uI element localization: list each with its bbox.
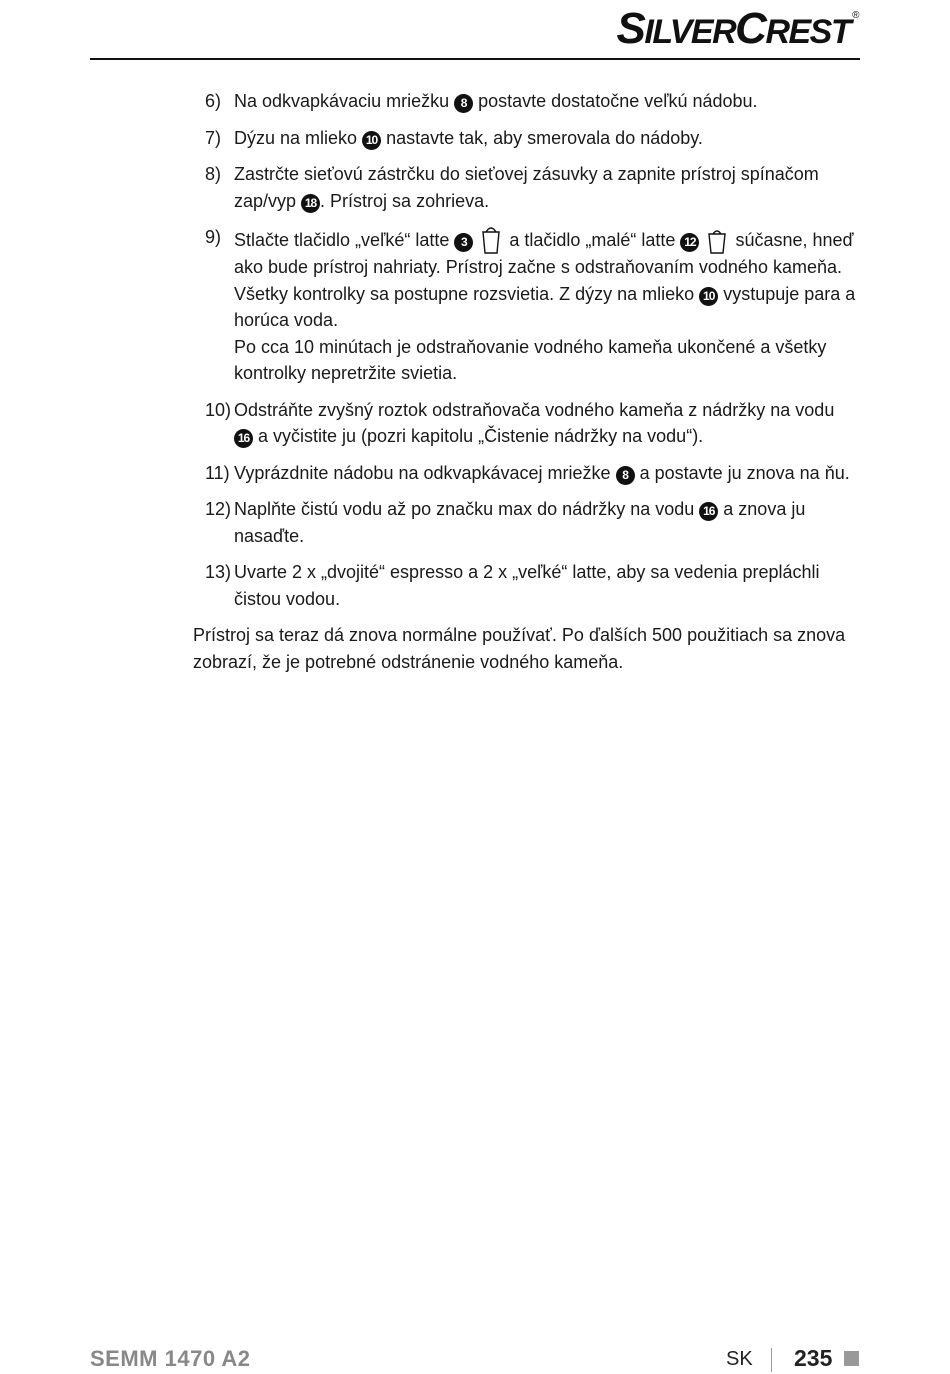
- footer-language: SK: [726, 1348, 753, 1370]
- step-text: Uvarte 2 x „dvojité“ espresso a 2 x „veľké“ latte, aby sa vedenia prepláchli čistou vodou.: [234, 562, 820, 609]
- footer-model: SEMM 1470 A2: [90, 1346, 251, 1371]
- step-text: Naplňte čistú vodu až po značku max do nádržky na vodu 16 a znova ju nasaďte.: [234, 499, 806, 546]
- list-item: [193, 224, 858, 387]
- list-item: [193, 125, 858, 152]
- step-number: 8): [205, 164, 222, 184]
- list-item: [193, 161, 858, 214]
- footer-square-icon: [844, 1351, 859, 1366]
- small-cup-icon: [706, 224, 728, 254]
- list-item: [193, 496, 858, 549]
- step-text: Stlačte tlačidlo „veľké“ latte 3 a tlačidlo „malé“ latte 12 súčasne, hneď ako bude prístroj nahriaty. Prístroj začne s odstraňovaním vodného kameňa. Všetky kontrolky sa postupne rozsvietia. Z dýzy na mlieko 10 vystupuje para a horúca voda. Po cca 10 minútach je odstraňovanie vodného kameňa ukončené a všetky kontrolky nepretržite svietia.: [234, 224, 858, 387]
- header-rule: [90, 58, 860, 60]
- instruction-list: [193, 88, 858, 675]
- step-note: Po cca 10 minútach je odstraňovanie vodného kameňa ukončené a všetky kontrolky nepretržite svietia.: [234, 336, 827, 383]
- page-number: 235: [794, 1345, 833, 1371]
- large-cup-icon: [480, 224, 502, 254]
- step-text: Dýzu na mlieko 10 nastavte tak, aby smerovala do nádoby.: [234, 127, 703, 148]
- footer-separator: [771, 1348, 772, 1372]
- step-text: Odstráňte zvyšný roztok odstraňovača vodného kameňa z nádržky na vodu 16 a vyčistite ju (pozri kapitolu „Čistenie nádržky na vodu“).: [234, 399, 835, 446]
- part-number-badge: 8: [616, 466, 635, 485]
- step-number: 6): [205, 91, 222, 111]
- part-number-badge: 16: [699, 502, 718, 521]
- closing-paragraph: Prístroj sa teraz dá znova normálne používať. Po ďalších 500 použitiach sa znova zobrazí, že je potrebné odstránenie vodného kameňa.: [193, 625, 846, 672]
- part-number-badge: 12: [680, 233, 699, 252]
- part-number-badge: 18: [301, 194, 320, 213]
- step-text: Na odkvapkávaciu mriežku 8 postavte dostatočne veľkú nádobu.: [234, 91, 758, 111]
- step-number: 13): [205, 562, 232, 582]
- list-item: [193, 397, 858, 450]
- part-number-badge: 10: [699, 287, 718, 306]
- step-number: 12): [205, 499, 232, 519]
- silvercrest-logo: SILVERCREST ®: [616, 4, 858, 53]
- part-number-badge: 16: [234, 429, 253, 448]
- step-number: 10): [205, 399, 232, 420]
- step-number: 9): [205, 227, 222, 247]
- part-number-badge: 10: [362, 131, 381, 150]
- part-number-badge: 3: [454, 233, 473, 252]
- step-number: 7): [205, 127, 222, 148]
- list-item: [193, 88, 858, 115]
- step-text: Vyprázdnite nádobu na odkvapkávacej mriežke 8 a postavte ju znova na ňu.: [234, 462, 850, 483]
- list-item: [193, 460, 858, 487]
- list-item: [193, 559, 858, 612]
- part-number-badge: 8: [454, 94, 473, 113]
- step-text: Zastrčte sieťovú zástrčku do sieťovej zásuvky a zapnite prístroj spínačom zap/vyp 18 . Prístroj sa zohrieva.: [234, 164, 819, 211]
- step-number: 11): [205, 462, 230, 483]
